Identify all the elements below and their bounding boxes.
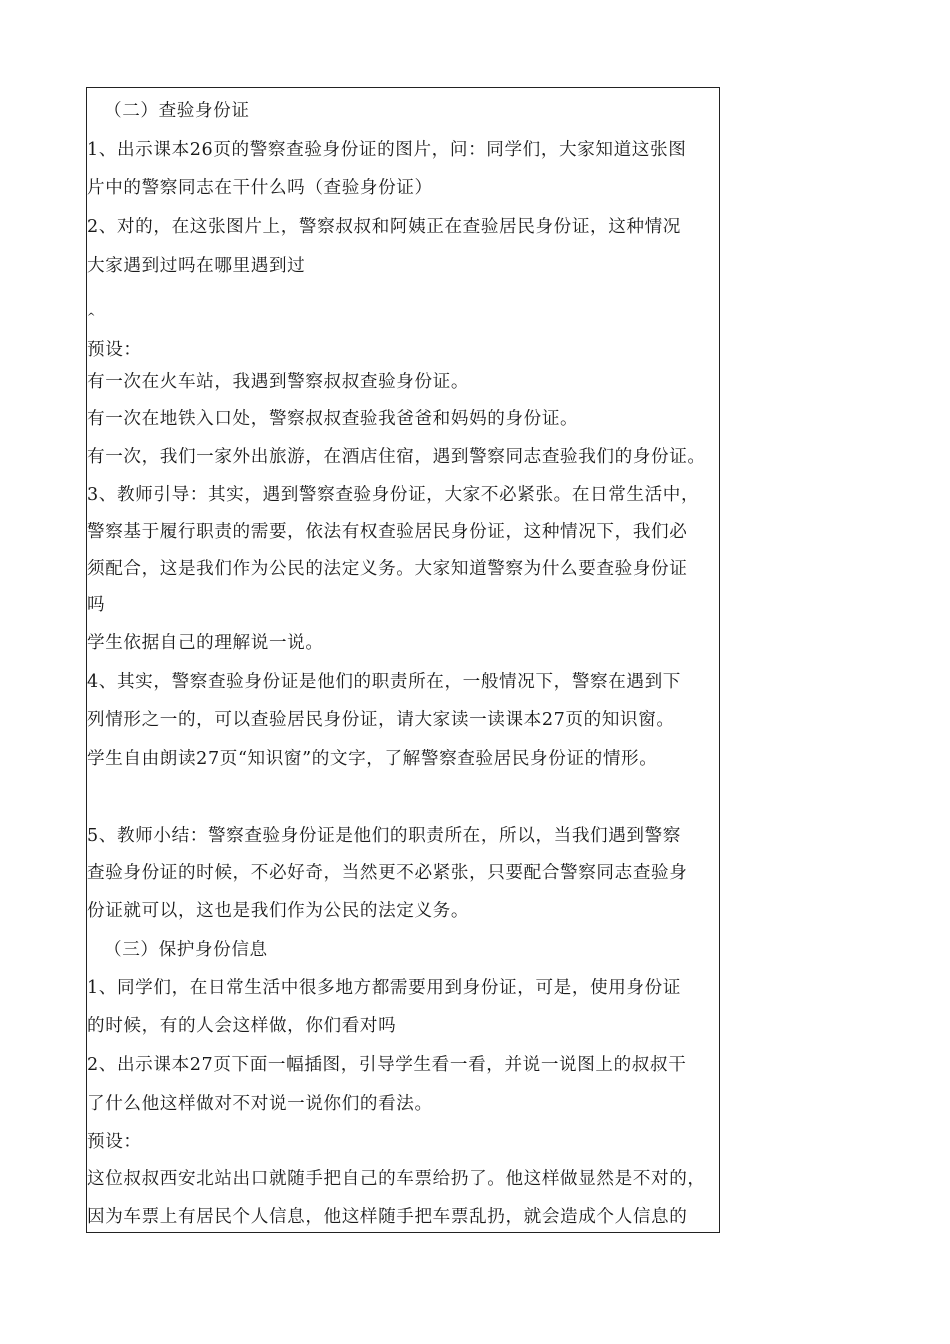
text-line: 吗: [87, 595, 106, 615]
text-line: 份证就可以，这也是我们作为公民的法定义务。: [87, 901, 470, 921]
text-line: 因为车票上有居民个人信息，他这样随手把车票乱扔，就会造成个人信息的: [87, 1207, 688, 1227]
text-line: 1、出示课本26页的警察查验身份证的图片，问：同学们，大家知道这张图: [87, 140, 687, 160]
text-line: 3、教师引导：其实，遇到警察查验身份证，大家不必紧张。在日常生活中，: [87, 485, 700, 505]
text-line: 4、其实，警察查验身份证是他们的职责所在，一般情况下，警察在遇到下: [87, 672, 681, 692]
text-line: 预设：: [87, 340, 142, 360]
text-line: 列情形之一的，可以查验居民身份证，请大家读一读课本27页的知识窗。: [87, 710, 675, 730]
stray-mark: ^: [87, 312, 96, 323]
section-heading-check-id: （二）查验身份证: [104, 101, 250, 121]
text-line: 警察基于履行职责的需要，依法有权查验居民身份证，这种情况下，我们必: [87, 522, 688, 542]
text-line: 1、同学们，在日常生活中很多地方都需要用到身份证，可是，使用身份证: [87, 978, 681, 998]
text-line: 学生自由朗读27页“知识窗”的文字，了解警察查验居民身份证的情形。: [87, 749, 658, 769]
text-line: 片中的警察同志在干什么吗（查验身份证）: [87, 178, 433, 198]
text-line: 了什么他这样做对不对说一说你们的看法。: [87, 1094, 433, 1114]
section-heading-protect-info: （三）保护身份信息: [104, 940, 268, 960]
text-line: 2、出示课本27页下面一幅插图，引导学生看一看，并说一说图上的叔叔干: [87, 1055, 687, 1075]
text-line: 学生依据自己的理解说一说。: [87, 633, 324, 653]
text-line: 须配合，这是我们作为公民的法定义务。大家知道警察为什么要查验身份证: [87, 559, 688, 579]
text-line: 大家遇到过吗在哪里遇到过: [87, 256, 306, 276]
text-line: 2、对的，在这张图片上，警察叔叔和阿姨正在查验居民身份证，这种情况: [87, 217, 681, 237]
text-line: 有一次在火车站，我遇到警察叔叔查验身份证。: [87, 372, 470, 392]
text-line: 预设：: [87, 1132, 142, 1152]
text-line: 这位叔叔西安北站出口就随手把自己的车票给扔了。他这样做显然是不对的，: [87, 1169, 706, 1189]
text-line: 查验身份证的时候，不必好奇，当然更不必紧张，只要配合警察同志查验身: [87, 863, 688, 883]
text-line: 5、教师小结：警察查验身份证是他们的职责所在，所以，当我们遇到警察: [87, 826, 681, 846]
text-line: 的时候，有的人会这样做，你们看对吗: [87, 1016, 397, 1036]
text-line: 有一次，我们一家外出旅游，在酒店住宿，遇到警察同志查验我们的身份证。: [87, 447, 706, 467]
text-line: 有一次在地铁入口处，警察叔叔查验我爸爸和妈妈的身份证。: [87, 409, 579, 429]
